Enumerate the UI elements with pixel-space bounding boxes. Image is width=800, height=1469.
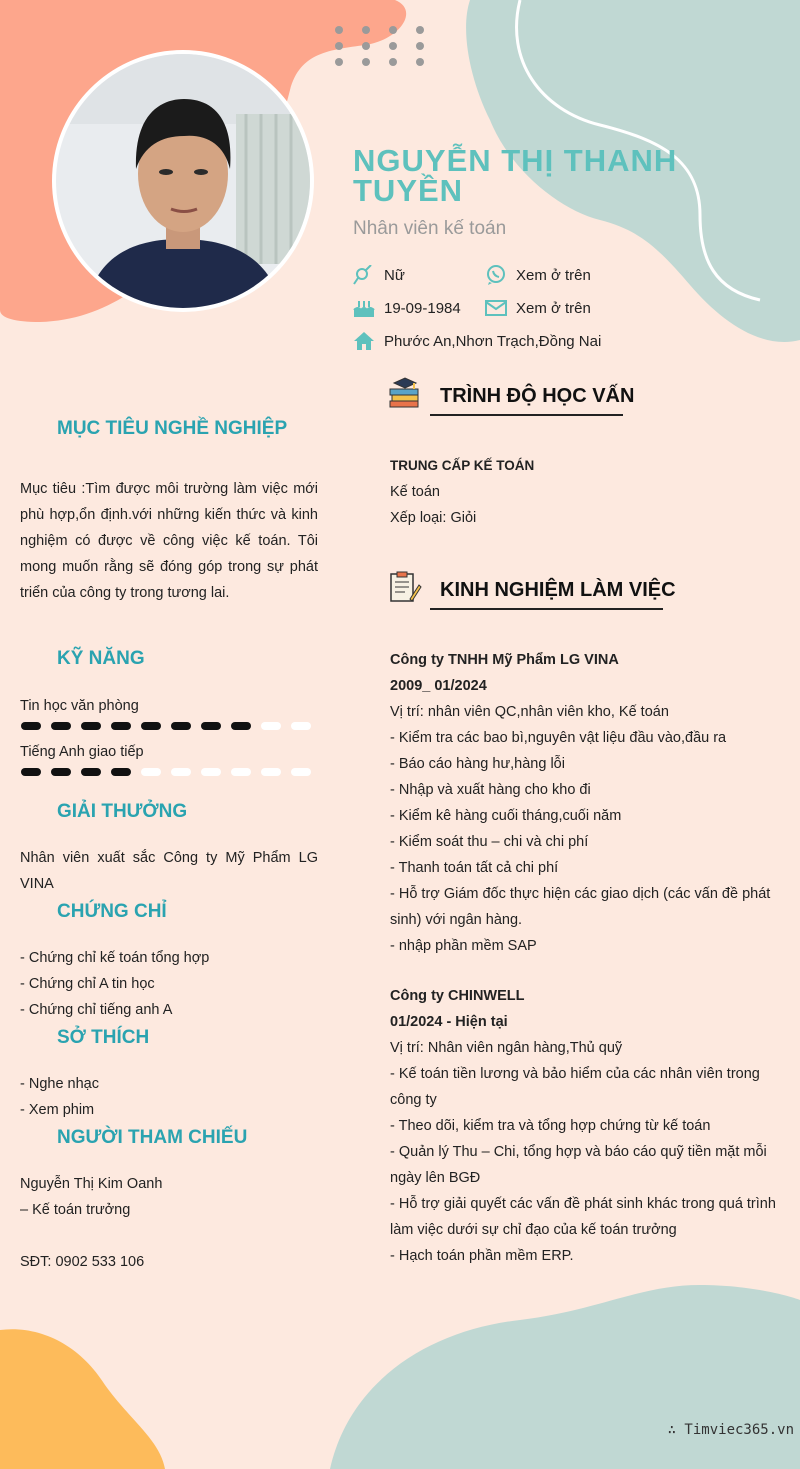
envelope-icon bbox=[485, 298, 507, 318]
heading-underline bbox=[430, 608, 663, 610]
school-name: TRUNG CẤP KẾ TOÁN bbox=[390, 458, 535, 473]
skill-dot-empty bbox=[201, 768, 221, 776]
certificates-heading: CHỨNG CHỈ bbox=[57, 901, 167, 922]
objective-text: Mục tiêu :Tìm được môi trường làm việc mới phù hợp,ổn định.với những kiến thức và kinh nghiệm có được về công việc kế toán. Tôi mong muốn rằng sẽ đóng góp trong sự phát triển của công ty trong tương lai. bbox=[20, 481, 318, 601]
skill-dot-filled bbox=[21, 722, 41, 730]
job-title: Nhân viên kế toán bbox=[353, 218, 507, 239]
job-duty: - Kiểm kê hàng cuối tháng,cuối năm bbox=[390, 808, 622, 824]
skill-name: Tin học văn phòng bbox=[20, 698, 139, 714]
site-watermark[interactable]: ∴ Timviec365.vn bbox=[667, 1422, 794, 1438]
hobbies-heading: SỞ THÍCH bbox=[57, 1027, 150, 1048]
job-period: 2009_ 01/2024 bbox=[390, 678, 487, 694]
birthday-row bbox=[353, 298, 461, 318]
avatar bbox=[56, 54, 310, 308]
skill-dot-filled bbox=[81, 722, 101, 730]
major: Kế toán bbox=[390, 484, 440, 500]
profile-photo bbox=[52, 50, 314, 312]
birthday-value: 19-09-1984 bbox=[384, 299, 461, 317]
skill-dot-filled bbox=[81, 768, 101, 776]
references-heading: NGƯỜI THAM CHIẾU bbox=[57, 1127, 248, 1148]
experience-heading: KINH NGHIỆM LÀM VIỆC bbox=[440, 579, 676, 601]
gender-value: Nữ bbox=[384, 266, 405, 284]
skill-dot-filled bbox=[111, 768, 131, 776]
skill-dot-filled bbox=[201, 722, 221, 730]
job-company: Công ty CHINWELL bbox=[390, 988, 525, 1004]
reference-name: Nguyễn Thị Kim Oanh bbox=[20, 1176, 163, 1192]
job-duty: - Thanh toán tất cả chi phí bbox=[390, 860, 559, 876]
job-duty: - nhập phần mềm SAP bbox=[390, 938, 537, 954]
list-item: - Chứng chỉ A tin học bbox=[20, 976, 155, 992]
skill-dot-filled bbox=[141, 722, 161, 730]
job-duty: - Kiểm soát thu – chi và chi phí bbox=[390, 834, 589, 850]
job-duty: - Kế toán tiền lương và bảo hiểm của các nhân viên trong công ty bbox=[390, 1066, 760, 1108]
list-item: - Xem phim bbox=[20, 1102, 95, 1118]
skill-dot-empty bbox=[291, 722, 311, 730]
skill-dot-filled bbox=[231, 722, 251, 730]
job-duty: - Kiểm tra các bao bì,nguyên vật liệu đầu vào,đầu ra bbox=[390, 730, 727, 746]
objective-heading: MỤC TIÊU NGHỀ NGHIỆP bbox=[57, 418, 288, 439]
job-entry bbox=[390, 983, 780, 1269]
awards-text: Nhân viên xuất sắc Công ty Mỹ Phẩm LG VINA bbox=[20, 850, 318, 892]
home-icon bbox=[353, 331, 375, 351]
job-duty: - Báo cáo hàng hư,hàng lỗi bbox=[390, 756, 565, 772]
list-item: - Chứng chỉ kế toán tổng hợp bbox=[20, 950, 210, 966]
candidate-name: NGUYỄN THỊ THANH TUYỀN bbox=[353, 143, 678, 208]
job-position: Vị trí: nhân viên QC,nhân viên kho, Kế toán bbox=[390, 704, 669, 720]
certificates-list bbox=[20, 945, 318, 1023]
address-value: Phước An,Nhơn Trạch,Đồng Nai bbox=[384, 332, 602, 350]
email-row bbox=[485, 298, 591, 318]
gender-icon bbox=[353, 265, 375, 285]
graduation-books-icon bbox=[388, 377, 422, 409]
awards-heading: GIẢI THƯỞNG bbox=[57, 801, 188, 822]
education-block bbox=[390, 453, 780, 531]
job-duty: - Quản lý Thu – Chi, tổng hợp và báo cáo quỹ tiền mặt mỗi ngày lên BGĐ bbox=[390, 1144, 767, 1186]
skill-dot-filled bbox=[111, 722, 131, 730]
job-period: 01/2024 - Hiện tại bbox=[390, 1014, 508, 1030]
skill-dot-empty bbox=[261, 722, 281, 730]
list-item: - Chứng chỉ tiếng anh A bbox=[20, 1002, 173, 1018]
phone-icon bbox=[485, 265, 507, 285]
hobbies-list bbox=[20, 1071, 318, 1123]
skill-dot-empty bbox=[261, 768, 281, 776]
reference-role: – Kế toán trưởng bbox=[20, 1202, 131, 1218]
skill-dot-empty bbox=[171, 768, 191, 776]
skill-dot-empty bbox=[291, 768, 311, 776]
skill-dot-empty bbox=[141, 768, 161, 776]
skill-dot-empty bbox=[231, 768, 251, 776]
email-value: Xem ở trên bbox=[516, 299, 591, 317]
heading-underline bbox=[430, 414, 623, 416]
skill-dot-filled bbox=[21, 768, 41, 776]
skills-heading: KỸ NĂNG bbox=[57, 648, 145, 669]
references-block bbox=[20, 1171, 318, 1275]
job-duty: - Hỗ trợ Giám đốc thực hiện các giao dịch (các vấn đề phát sinh) với ngân hàng. bbox=[390, 886, 771, 928]
gender-row bbox=[353, 265, 405, 285]
job-company: Công ty TNHH Mỹ Phẩm LG VINA bbox=[390, 652, 619, 668]
education-heading: TRÌNH ĐỘ HỌC VẤN bbox=[440, 385, 635, 407]
job-duty: - Hạch toán phần mềm ERP. bbox=[390, 1248, 574, 1264]
skill-name: Tiếng Anh giao tiếp bbox=[20, 744, 144, 760]
job-entry bbox=[390, 647, 780, 959]
grade: Xếp loại: Giỏi bbox=[390, 510, 477, 526]
phone-row bbox=[485, 265, 591, 285]
cake-icon bbox=[353, 298, 375, 318]
skill-dot-filled bbox=[171, 722, 191, 730]
skill-level-bar bbox=[20, 721, 320, 731]
clipboard-icon bbox=[388, 571, 422, 603]
job-duty: - Hỗ trợ giải quyết các vấn đề phát sinh khác trong quá trình làm việc dưới sự chỉ đạo của kế toán trưởng bbox=[390, 1196, 776, 1238]
phone-value: Xem ở trên bbox=[516, 266, 591, 284]
skill-dot-filled bbox=[51, 722, 71, 730]
reference-phone: SĐT: 0902 533 106 bbox=[20, 1254, 145, 1270]
address-row bbox=[353, 331, 601, 351]
job-duty: - Nhập và xuất hàng cho kho đi bbox=[390, 782, 591, 798]
skill-level-bar bbox=[20, 767, 320, 777]
list-item: - Nghe nhạc bbox=[20, 1076, 99, 1092]
skill-dot-filled bbox=[51, 768, 71, 776]
job-duty: - Theo dõi, kiểm tra và tổng hợp chứng từ kế toán bbox=[390, 1118, 711, 1134]
job-position: Vị trí: Nhân viên ngân hàng,Thủ quỹ bbox=[390, 1040, 623, 1056]
